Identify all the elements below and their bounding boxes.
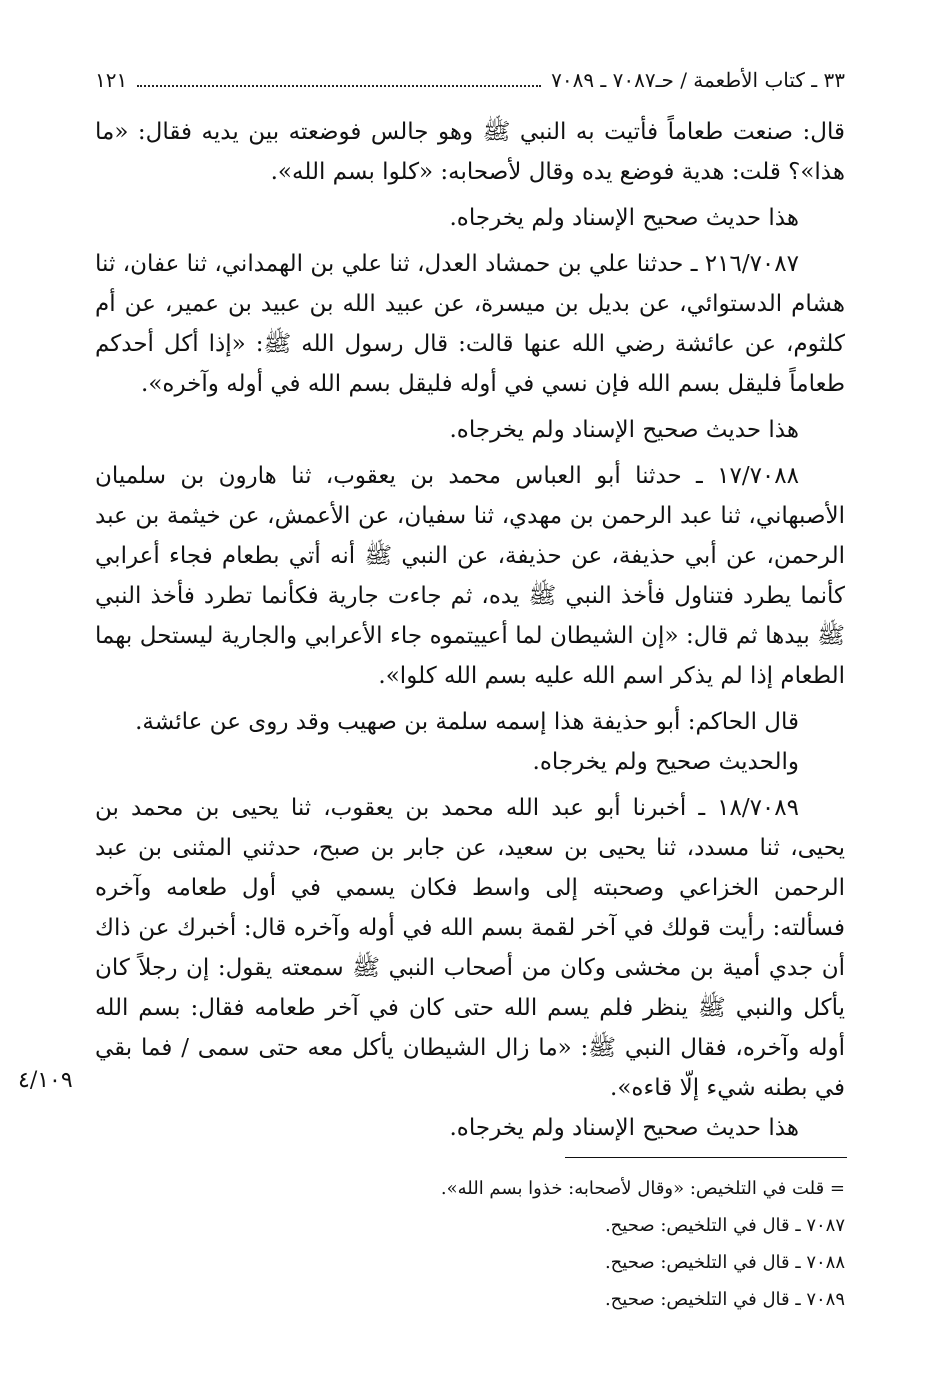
- paragraph-hakim-comment: قال الحاكم: أبو حذيفة هذا إسمه سلمة بن صهيب وقد روى عن عائشة.: [135, 709, 799, 735]
- hadith-7087: ٢١٦/٧٠٨٧ ـ حدثنا علي بن حمشاد العدل، ثنا علي بن الهمداني، ثنا عفان، ثنا هشام الدستوائي، عن بديل بن ميسرة، عن عبيد الله بن عبيد بن عمير، عن أم كلثوم، عن عائشة رضي الله عنها قالت: قال رسول الله ﷺ: «إذا أكل أحدكم طعاماً فليقل بسم الله فإن نسي في أوله فليقل بسم الله في أوله وآخره».: [95, 251, 845, 397]
- footnotes: [380, 1170, 845, 1318]
- footnote-item: ٧٠٨٨ ـ قال في التلخيص: صحيح.: [604, 1252, 845, 1273]
- header-leader-dots: [137, 73, 541, 87]
- running-header: [95, 62, 845, 98]
- main-text: [95, 112, 845, 1148]
- hadith-7089: ١٨/٧٠٨٩ ـ أخبرنا أبو عبد الله محمد بن يعقوب، ثنا يحيى بن محمد بن يحيى، ثنا مسدد، ثنا يحيى بن سعيد، عن جابر بن صبح، حدثني المثنى بن عبد الرحمن الخزاعي وصحبته إلى واسط فكان يسمي في أول طعامه وآخره فسألته: رأيت قولك في آخر لقمة بسم الله في أوله وآخره قال: أخبرك عن ذاك أن جدي أمية بن مخشى وكان من أصحاب النبي ﷺ سمعته يقول: إن رجلاً كان يأكل والنبي ﷺ ينظر فلم يسم الله حتى كان في آخر طعامه فقال: بسم الله أوله وآخره، فقال النبي ﷺ: «ما زال الشيطان يأكل معه حتى سمى / فما بقي في بطنه شيء إلّا قاءه».: [95, 795, 845, 1101]
- paragraph-verdict-3: والحديث صحيح ولم يخرجاه.: [532, 749, 799, 775]
- footnote-item: ٧٠٨٩ ـ قال في التلخيص: صحيح.: [604, 1289, 845, 1310]
- chapter-title: ٣٣ ـ كتاب الأطعمة / حـ٧٠٨٧ ـ ٧٠٨٩: [551, 68, 845, 92]
- paragraph-continuation: قال: صنعت طعاماً فأتيت به النبي ﷺ وهو جالس فوضعته بين يديه فقال: «ما هذا»؟ قلت: هدية فوضع يده وقال لأصحابه: «كلوا بسم الله».: [95, 119, 845, 185]
- paragraph-verdict-2: هذا حديث صحيح الإسناد ولم يخرجاه.: [449, 417, 799, 443]
- paragraph-verdict-4: هذا حديث صحيح الإسناد ولم يخرجاه.: [449, 1115, 799, 1141]
- paragraph-verdict-1: هذا حديث صحيح الإسناد ولم يخرجاه.: [449, 205, 799, 231]
- footnote-item: ٧٠٨٧ ـ قال في التلخيص: صحيح.: [604, 1215, 845, 1236]
- hadith-7088: ١٧/٧٠٨٨ ـ حدثنا أبو العباس محمد بن يعقوب، ثنا هارون بن سلميان الأصبهاني، ثنا عبد الرحمن بن مهدي، ثنا سفيان، عن الأعمش، عن خيثمة بن عبد الرحمن، عن أبي حذيفة، عن حذيفة، عن النبي ﷺ أنه أتي بطعام فجاء أعرابي كأنما يطرد فتناول فأخذ النبي ﷺ يده، ثم جاءت جارية فكأنما تطرد فأخذ النبي ﷺ بيدها ثم قال: «إن الشيطان لما أعييتموه جاء الأعرابي والجارية ليستحل بهما الطعام إذا لم يذكر اسم الله عليه بسم الله كلوا».: [95, 463, 845, 689]
- margin-volume-reference: ٤/١٠٩: [18, 1068, 73, 1093]
- page-number: ١٢١: [95, 68, 128, 92]
- footnote-item: = قلت في التلخيص: «وقال لأصحابه: خذوا بسم الله».: [440, 1178, 845, 1199]
- footnote-divider: [565, 1157, 847, 1158]
